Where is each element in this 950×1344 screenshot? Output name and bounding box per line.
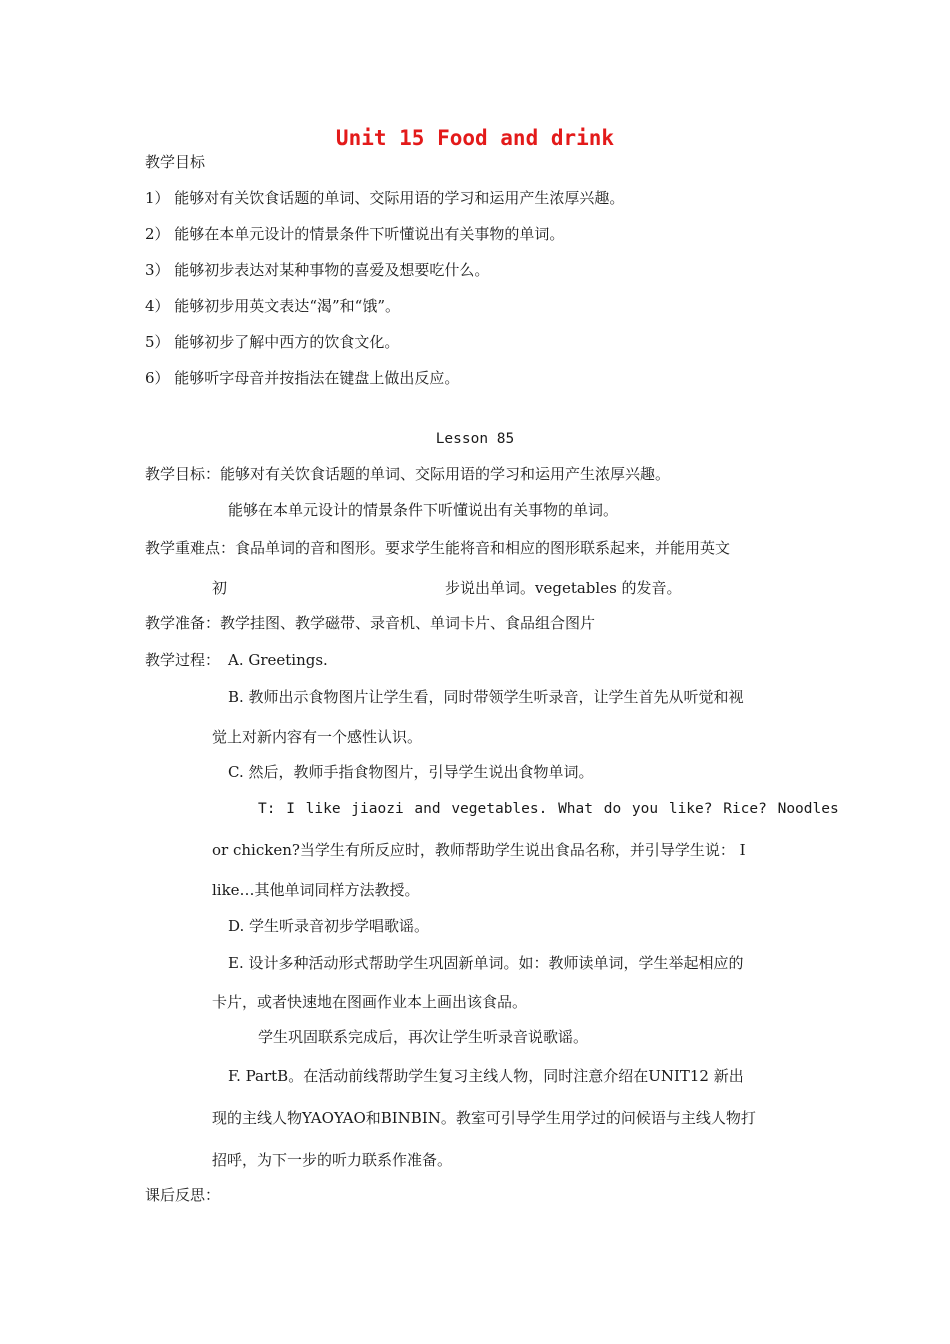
process-step-e-cont: 卡片，或者快速地在图画作业本上画出该食品。 — [212, 993, 528, 1011]
dialog-line: or chicken?当学生有所反应时，教师帮助学生说出食品名称，并引导学生说： I — [212, 841, 746, 859]
key-points-cont-a: 初 — [212, 579, 228, 597]
unit-goal-item: 1） 能够对有关饮食话题的单词、交际用语的学习和运用产生浓厚兴趣。 — [145, 189, 625, 207]
process-step-d: D. 学生听录音初步学唱歌谣。 — [228, 917, 430, 935]
key-points-cont-b: 步说出单词。vegetables 的发音。 — [445, 579, 682, 597]
process-step-b — [228, 687, 806, 707]
page-title: Unit 15 Food and drink — [335, 126, 615, 150]
unit-goals-heading: 教学目标 — [145, 153, 206, 171]
process-step-e-note: 学生巩固联系完成后，再次让学生听录音说歌谣。 — [258, 1028, 589, 1046]
process-step-f-cont: 招呼，为下一步的听力联系作准备。 — [212, 1151, 453, 1169]
process-step-f: F. PartB。在活动前线帮助学生复习主线人物，同时注意介绍在UNIT12 新出 — [228, 1067, 744, 1085]
lesson-goals-cont: 能够在本单元设计的情景条件下听懂说出有关事物的单词。 — [228, 501, 619, 519]
process-step-b-text: B. 教师出示食物图片让学生看，同时带领学生听录音，让学生首先从听觉和视 — [228, 688, 744, 706]
unit-goal-item: 6） 能够听字母音并按指法在键盘上做出反应。 — [145, 369, 460, 387]
dialog-line: T: I like jiaozi and vegetables. What do you like? Rice? Noodles — [258, 801, 839, 817]
process-label: 教学过程： — [145, 651, 221, 669]
process-step-b-cont: 觉上对新内容有一个感性认识。 — [212, 728, 423, 746]
unit-goal-item: 2） 能够在本单元设计的情景条件下听懂说出有关事物的单词。 — [145, 225, 565, 243]
key-points: 教学重难点：食品单词的音和图形。要求学生能将音和相应的图形联系起来，并能用英文 — [145, 539, 731, 557]
process-step-f-cont: 现的主线人物YAOYAO和BINBIN。教室可引导学生用学过的问候语与主线人物打 — [212, 1109, 756, 1127]
preparation: 教学准备：教学挂图、教学磁带、录音机、单词卡片、食品组合图片 — [145, 614, 596, 632]
unit-goal-item: 4） 能够初步用英文表达“渴”和“饿”。 — [145, 297, 400, 315]
process-step-e: E. 设计多种活动形式帮助学生巩固新单词。如：教师读单词，学生举起相应的 — [228, 954, 744, 972]
lesson-heading: Lesson 85 — [435, 431, 515, 447]
process-step-c: C. 然后，教师手指食物图片，引导学生说出食物单词。 — [228, 763, 594, 781]
dialog-line: like…其他单词同样方法教授。 — [212, 881, 420, 899]
unit-goal-item: 5） 能够初步了解中西方的饮食文化。 — [145, 333, 400, 351]
lesson-goals: 教学目标：能够对有关饮食话题的单词、交际用语的学习和运用产生浓厚兴趣。 — [145, 465, 671, 483]
process-step-a: A. Greetings. — [228, 651, 328, 669]
reflection-label: 课后反思： — [145, 1186, 221, 1204]
unit-goal-item: 3） 能够初步表达对某种事物的喜爱及想要吃什么。 — [145, 261, 490, 279]
